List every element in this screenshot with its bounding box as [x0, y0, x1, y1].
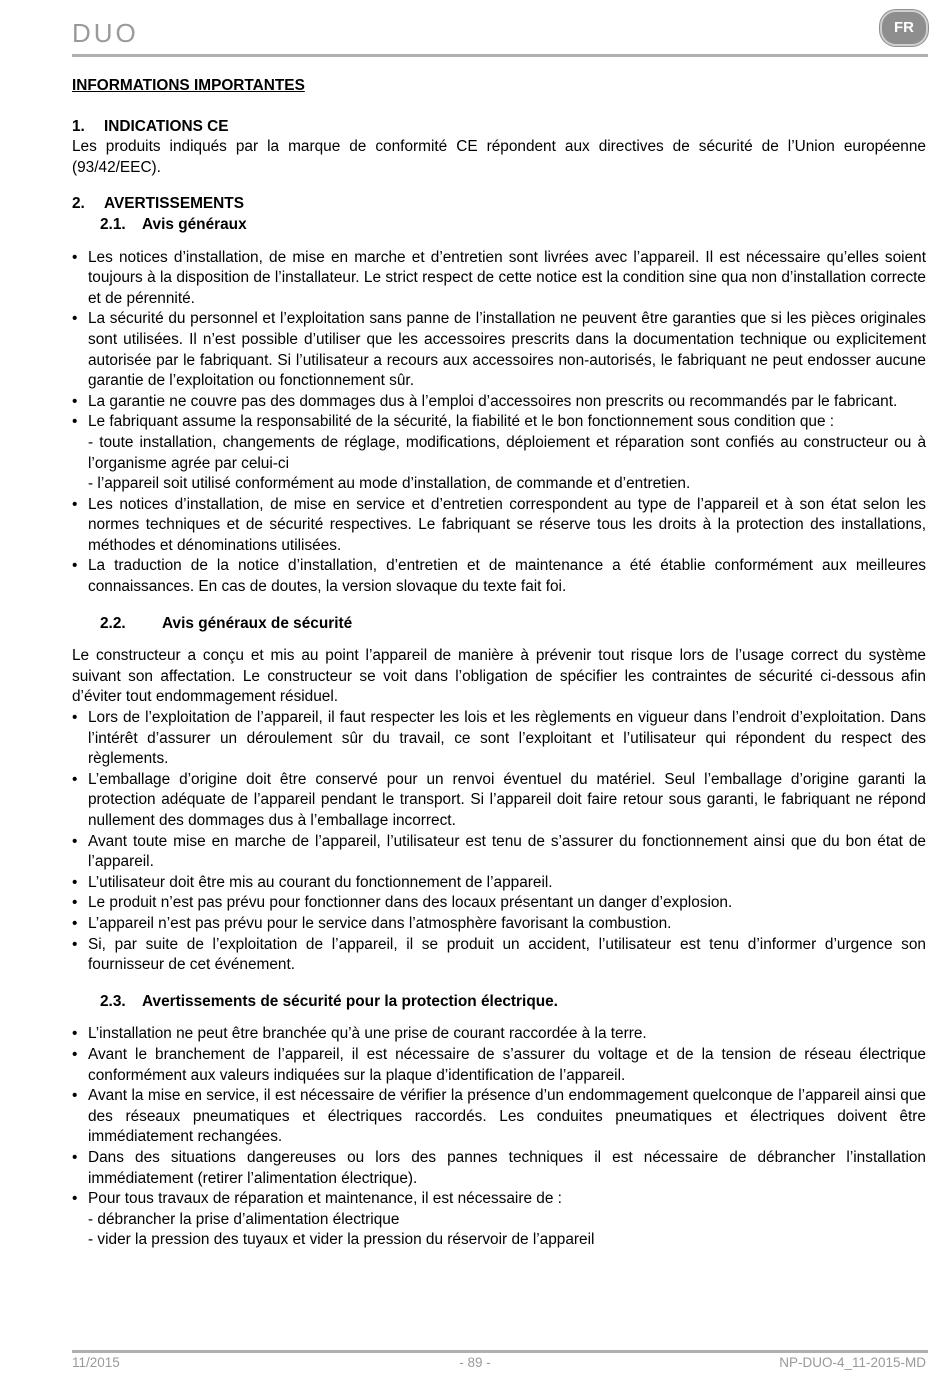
bullet-icon: •	[72, 1148, 78, 1166]
bullet-icon: •	[72, 1190, 78, 1208]
list-item	[72, 708, 926, 770]
list-item-text: Lors de l’exploitation de l’appareil, il faut respecter les lois et les règlements en vigueur dans l’endroit d’exploitation. Dans l’intérêt d’assurer un déroulement sûr du travail, ce sont l’exploitant et l’utilisateur qui répondent du respect des règlements.	[88, 709, 926, 768]
list-item-text: Le produit n’est pas prévu pour fonctionner dans des locaux présentant un danger d’explosion.	[88, 894, 733, 912]
document-header-title: DUO	[72, 18, 139, 48]
list-item-text: L’appareil n’est pas prévu pour le service dans l’atmosphère favorisant la combustion.	[88, 914, 672, 932]
section-2-2-number: 2.2.	[100, 614, 126, 632]
list-subitem: - l’appareil soit utilisé conformément au mode d’installation, de commande et d’entretien.	[88, 475, 691, 493]
bullet-icon: •	[72, 1025, 78, 1043]
list-item	[72, 1045, 926, 1086]
section-2-1-number: 2.1.	[100, 215, 126, 233]
section-2-3-number: 2.3.	[100, 992, 126, 1010]
list-item	[72, 1189, 926, 1251]
section-2-1-list	[72, 248, 926, 598]
section-2-1-heading	[100, 215, 926, 236]
footer-divider	[72, 1350, 928, 1353]
list-item	[72, 893, 926, 914]
list-item	[72, 1148, 926, 1189]
section-1-text: Les produits indiqués par la marque de conformité CE répondent aux directives de sécurité de l’Union européenne (93/42/EEC).	[72, 138, 926, 176]
list-item-text: Dans des situations dangereuses ou lors des pannes techniques il est nécessaire de débrancher l’installation immédiatement (retirer l’alimentation électrique).	[88, 1148, 926, 1187]
section-2-2-intro: Le constructeur a conçu et mis au point l’appareil de manière à prévenir tout risque lors de l’usage correct du système suivant son affectation. Le constructeur se voit dans l’obligation de spécifier les contraintes de sécurité ci-dessous afin d’éviter tout endommagement résiduel.	[72, 647, 926, 706]
list-item-text: L’utilisateur doit être mis au courant du fonctionnement de l’appareil.	[88, 873, 553, 891]
list-item	[72, 495, 926, 557]
section-2-3-title: Avertissements de sécurité pour la protection électrique.	[142, 992, 558, 1010]
list-item	[72, 1086, 926, 1148]
document-body	[72, 76, 926, 1251]
list-item-text: Avant la mise en service, il est nécessaire de vérifier la présence d’un endommagement quelconque de l’appareil ainsi que des réseaux pneumatiques et électriques raccordés. Les conduites pneumatiques et électriques doivent être immédiatement rechangées.	[88, 1087, 926, 1146]
bullet-icon: •	[72, 935, 78, 953]
section-1-heading	[72, 117, 926, 138]
list-item-text: Les notices d’installation, de mise en marche et d’entretien sont livrées avec l’appareil. Il est nécessaire qu’elles soient toujours à la disposition de l’installateur. Le strict respect de cette notice est la condition sine qua non d’installation correcte et de pérennité.	[88, 248, 926, 307]
list-item-text: Avant le branchement de l’appareil, il est nécessaire de s’assurer du voltage et de la tension de réseau électrique conformément aux valeurs indiquées sur la plaque d’identification de l’appareil.	[88, 1045, 926, 1084]
list-item-text: Le fabriquant assume la responsabilité de la sécurité, la fiabilité et le bon fonctionnement sous condition que :	[88, 413, 835, 431]
list-item	[72, 309, 926, 391]
list-item	[72, 914, 926, 935]
page-title: INFORMATIONS IMPORTANTES	[72, 77, 305, 94]
list-item	[72, 556, 926, 597]
footer-date: 11/2015	[72, 1355, 120, 1370]
list-item-text: L’installation ne peut être branchée qu’à une prise de courant raccordée à la terre.	[88, 1025, 647, 1043]
section-2-heading	[72, 194, 926, 215]
list-item	[72, 392, 926, 413]
bullet-icon: •	[72, 392, 78, 410]
bullet-icon: •	[72, 557, 78, 575]
bullet-icon: •	[72, 1045, 78, 1063]
bullet-icon: •	[72, 1087, 78, 1105]
section-2-1-title: Avis généraux	[142, 215, 247, 233]
section-2-number: 2.	[72, 195, 85, 213]
list-item	[72, 248, 926, 310]
language-badge: FR	[880, 10, 928, 46]
bullet-icon: •	[72, 413, 78, 431]
list-subitem: - débrancher la prise d’alimentation électrique	[88, 1210, 400, 1228]
list-item-text: Si, par suite de l’exploitation de l’appareil, il se produit un accident, l’utilisateur est tenu d’informer d’urgence son fournisseur de cet événement.	[88, 935, 926, 974]
list-subitem: - vider la pression des tuyaux et vider la pression du réservoir de l’appareil	[88, 1231, 595, 1249]
bullet-icon: •	[72, 248, 78, 266]
list-item	[72, 770, 926, 832]
section-2-3-list	[72, 1024, 926, 1251]
section-2-title: AVERTISSEMENTS	[104, 195, 244, 213]
bullet-icon: •	[72, 310, 78, 328]
section-2-2-heading	[100, 614, 926, 635]
bullet-icon: •	[72, 873, 78, 891]
bullet-icon: •	[72, 894, 78, 912]
header-divider	[72, 54, 928, 57]
bullet-icon: •	[72, 709, 78, 727]
footer-page-number: - 89 -	[459, 1355, 491, 1370]
list-item-text: Les notices d’installation, de mise en service et d’entretien correspondent au type de l’appareil et à son état selon les normes techniques et de sécurité respectives. Le fabriquant se réserve tous les droits à la protection des installations, méthodes et dénominations utilisées.	[88, 495, 926, 554]
list-subitem: - toute installation, changements de réglage, modifications, déploiement et réparation sont confiés au constructeur ou à l’organisme agrée par celui-ci	[88, 433, 926, 472]
bullet-icon: •	[72, 770, 78, 788]
list-item-text: L’emballage d’origine doit être conservé pour un renvoi éventuel du matériel. Seul l’emballage d’origine garanti la protection adéquate de l’appareil pendant le transport. Si l’appareil doit faire retour sous garanti, le fabriquant ne répond nullement des dommages dus à l’emballage incorrect.	[88, 770, 926, 829]
list-item	[72, 1024, 926, 1045]
list-item	[72, 935, 926, 976]
bullet-icon: •	[72, 832, 78, 850]
bullet-icon: •	[72, 495, 78, 513]
section-2-2-list	[72, 708, 926, 976]
section-2-2-title: Avis généraux de sécurité	[162, 614, 353, 632]
list-item	[72, 832, 926, 873]
footer-document-code: NP-DUO-4_11-2015-MD	[779, 1355, 926, 1370]
section-1-number: 1.	[72, 117, 85, 135]
list-item-text: La sécurité du personnel et l’exploitation sans panne de l’installation ne peuvent être garanties que si les pièces originales sont utilisées. Il n’est possible d’utiliser que les accessoires prescrits dans la documentation technique ou explicitement autorisée par le fabriquant. Si l’utilisateur a recours aux accessoires non-autorisés, le fabriquant ne peut endosser aucune garantie de l’exploitation ou fonctionnement sûr.	[88, 310, 926, 390]
section-2-3-heading	[100, 992, 926, 1013]
list-item	[72, 412, 926, 494]
list-item-text: La traduction de la notice d’installation, d’entretien et de maintenance a été établie conformément aux meilleures connaissances. En cas de doutes, la version slovaque du texte fait foi.	[88, 557, 926, 596]
list-item-text: La garantie ne couvre pas des dommages dus à l’emploi d’accessoires non prescrits ou recommandés par le fabricant.	[88, 392, 898, 410]
list-item	[72, 873, 926, 894]
bullet-icon: •	[72, 914, 78, 932]
list-item-text: Avant toute mise en marche de l’appareil, l’utilisateur est tenu de s’assurer du fonctionnement ainsi que du bon état de l’appareil.	[88, 832, 926, 871]
list-item-text: Pour tous travaux de réparation et maintenance, il est nécessaire de :	[88, 1190, 562, 1208]
section-1-title: INDICATIONS CE	[104, 117, 229, 135]
